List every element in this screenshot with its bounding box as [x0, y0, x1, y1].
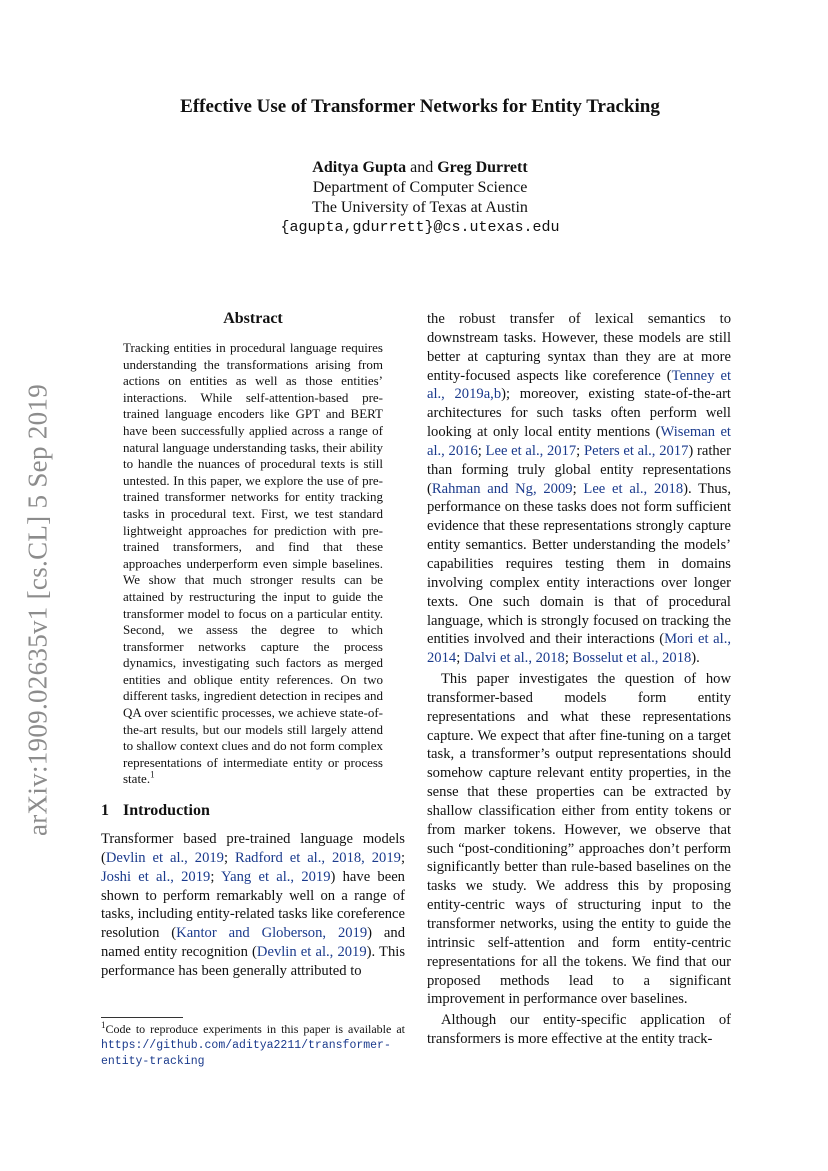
paragraph-text: Transformer based pre-trained language models ( [101, 831, 405, 866]
author-name: Aditya Gupta [312, 159, 407, 176]
author-names [100, 158, 740, 178]
paragraph-text: ; [456, 650, 464, 667]
author-department: Department of Computer Science [312, 179, 528, 196]
intro-paragraph-1 [101, 830, 405, 981]
paper-title: Effective Use of Transformer Networks for Entity Tracking [180, 96, 660, 117]
citation-link[interactable]: Wiseman et al., 2016 [427, 424, 731, 459]
code-repository-link[interactable]: https://github.com/aditya2211/transformer-entity-tracking [101, 1039, 391, 1068]
footnote-rule [101, 1017, 183, 1018]
citation-link[interactable]: Bosselut et al., 2018 [572, 650, 692, 667]
footnote [101, 1022, 405, 1069]
abstract-heading: Abstract [223, 310, 283, 327]
arxiv-identifier: arXiv:1909.02635v1 [cs.CL] 5 Sep 2019 [22, 383, 53, 837]
citation-link[interactable]: Dalvi et al., 2018 [463, 650, 565, 667]
arxiv-stamp [16, 375, 60, 845]
section-heading-introduction [101, 802, 405, 820]
paragraph-text: ; [572, 480, 584, 497]
paragraph-text: ) and named entity recognition ( [101, 925, 405, 961]
paragraph-text: ). Thus, performance on these tasks does not form sufficient evidence that these representations strongly capture entity semantics. Better understanding the models’ capabilities requires testing them in domains involving complex entity interactions over longer texts. One such domain is that of procedural language, which is strongly focused on tracking the entities involved and their interactions ( [427, 480, 731, 648]
paragraph-text: the robust transfer of lexical semantics to downstream tasks. However, these models are still better at capturing syntax than they are at more entity-focused aspects like coreference ( [427, 311, 731, 384]
author-email: {agupta,gdurrett}@cs.utexas.edu [280, 219, 560, 236]
abstract-body: Tracking entities in procedural language requires understanding the transformations arising from actions on entities as well as those entities’ interactions. While self-attention-based pre-trained language encoders like GPT and BERT have been successfully applied across a range of natural language understanding tasks, their ability to handle the nuances of procedural texts is still untested. In this paper, we explore the use of pre-trained transformer networks for entity tracking tasks in procedural text. First, we test standard lightweight approaches for prediction with pre-trained transformers, and find that these approaches underperform even simple baselines. We show that much stronger results can be attained by restructuring the input to guide the transformer model to focus on a particular entity. Second, we assess the degree to which transformer networks capture the process dynamics, investigating such factors as merged entities and oblique entity references. On two different tasks, ingredient detection in recipes and QA over scientific processes, we achieve state-of-the-art results, but our models still largely attend to shallow context clues and do not form complex representations of intermediate entity or process state. [123, 340, 383, 787]
paragraph-text: ; [400, 849, 405, 866]
paragraph-text: ); moreover, existing state-of-the-art architectures for such tasks often perform well looking at only local entity mentions ( [427, 386, 731, 441]
paragraph-text: ) have been shown to perform remarkably well on a range of tasks, including entity-related tasks like coreference resolution ( [101, 868, 405, 942]
paragraph-text: ). [691, 650, 700, 667]
citation-link[interactable]: Lee et al., 2017 [485, 442, 577, 459]
intro-paragraph-3: Although our entity-specific application of transformers is more effective at the entity track- [427, 1012, 731, 1048]
left-column [101, 310, 405, 981]
intro-paragraph-2: This paper investigates the question of how transformer-based models form entity representations and what these representations capture. We expect that after fine-tuning on a target task, a transformer’s output representations should somehow capture relevant entity properties, in the sense that these properties can be extracted by shallow classification either from entity tokens or from marker tokens. However, we observe that such “post-conditioning” approaches don’t perform significantly better than rule-based baselines on the tasks we study. We address this by proposing entity-centric ways of structuring input to the transformer networks, using the entity to guide the intrinsic self-attention and form entity-centric representations for all the tokens. We find that our proposed methods lead to a significant improvement in performance over baselines. [427, 671, 731, 1008]
intro-paragraph-1-continued [427, 310, 731, 668]
paragraph-text: ). This performance has been generally attributed to [101, 944, 405, 979]
citation-link[interactable]: Tenney et al., 2019a,b [427, 367, 732, 403]
citation-link[interactable]: Rahman and Ng, 2009 [431, 480, 573, 497]
citation-link[interactable]: Radford et al., 2018, 2019 [234, 849, 401, 866]
citation-link[interactable]: Devlin et al., 2019 [105, 849, 224, 866]
author-block [100, 158, 740, 238]
citation-link[interactable]: Mori et al., 2014 [427, 631, 731, 667]
abstract-text [123, 340, 383, 788]
section-number: 1 [101, 802, 109, 820]
paragraph-text: ) rather than forming truly global entity representations ( [427, 442, 732, 497]
footnote-text: Code to reproduce experiments in this paper is available at [105, 1022, 405, 1036]
citation-link[interactable]: Kantor and Globerson, 2019 [176, 925, 368, 942]
footnote-number: 1 [101, 1020, 106, 1030]
citation-link[interactable]: Peters et al., 2017 [583, 442, 689, 459]
footnote-marker: 1 [150, 770, 155, 781]
citation-link[interactable]: Yang et al., 2019 [221, 868, 331, 885]
author-university: The University of Texas at Austin [312, 199, 528, 216]
paragraph-text: ; [223, 849, 235, 866]
author-name: Greg Durrett [437, 159, 528, 176]
paragraph-text: ; [564, 650, 573, 667]
right-column [427, 310, 731, 1049]
paragraph-text: ; [477, 442, 486, 459]
section-title: Introduction [123, 802, 210, 820]
citation-link[interactable]: Lee et al., 2018 [583, 480, 684, 497]
paragraph-text: ; [576, 442, 584, 459]
paragraph-text: ; [210, 868, 222, 885]
citation-link[interactable]: Devlin et al., 2019 [256, 944, 367, 961]
author-conjunction: and [410, 159, 434, 176]
citation-link[interactable]: Joshi et al., 2019 [101, 868, 211, 885]
